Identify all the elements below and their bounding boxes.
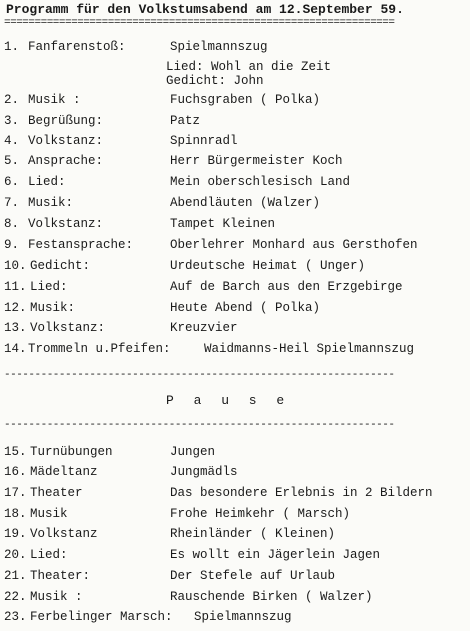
pause-heading: P a u s e	[166, 393, 291, 408]
item-number: 10.	[4, 259, 27, 273]
item-label: Theater:	[30, 569, 91, 583]
item-number: 6.	[4, 175, 20, 189]
program-item-15	[4, 442, 470, 462]
item-1-extra-lied: Lied: Wohl an die Zeit	[166, 60, 332, 74]
item-number: 5.	[4, 154, 20, 168]
item-number: 1.	[4, 40, 20, 54]
program-item-4	[4, 131, 470, 151]
item-label: Musik:	[30, 301, 76, 315]
item-number: 11.	[4, 280, 27, 294]
item-label: Musik	[30, 507, 68, 521]
page-title: Programm für den Volkstumsabend am 12.September 59.	[6, 2, 404, 17]
item-number: 7.	[4, 196, 20, 210]
item-label: Lied:	[30, 548, 68, 562]
item-value: Heute Abend ( Polka)	[170, 301, 321, 315]
item-number: 13.	[4, 321, 27, 335]
item-label: Volkstanz:	[30, 321, 106, 335]
item-number: 12.	[4, 301, 27, 315]
item-value: Waidmanns-Heil Spielmannszug	[204, 342, 415, 356]
item-number: 18.	[4, 507, 27, 521]
item-label: Fanfarenstoß:	[28, 40, 126, 54]
program-item-8	[4, 214, 470, 234]
item-label: Mädeltanz	[30, 465, 98, 479]
program-item-14	[4, 339, 470, 359]
item-number: 14.	[4, 342, 27, 356]
item-label: Ansprache:	[28, 154, 104, 168]
item-label: Begrüßung:	[28, 114, 104, 128]
item-number: 4.	[4, 134, 20, 148]
item-label: Musik :	[28, 93, 81, 107]
program-item-20	[4, 545, 470, 565]
item-label: Festansprache:	[28, 238, 134, 252]
program-item-16	[4, 462, 470, 482]
item-value: Fuchsgraben ( Polka)	[170, 93, 321, 107]
program-item-18	[4, 504, 470, 524]
item-value: Oberlehrer Monhard aus Gersthofen	[170, 238, 418, 252]
item-label: Volkstanz:	[28, 217, 104, 231]
program-item-10	[4, 256, 470, 276]
item-value: Auf de Barch aus den Erzgebirge	[170, 280, 403, 294]
item-value: Kreuzvier	[170, 321, 238, 335]
item-number: 21.	[4, 569, 27, 583]
item-value: Urdeutsche Heimat ( Unger)	[170, 259, 366, 273]
item-label: Ferbelinger Marsch:	[30, 610, 173, 624]
item-number: 15.	[4, 445, 27, 459]
item-value: Spielmannszug	[194, 610, 292, 624]
item-label: Turnübungen	[30, 445, 113, 459]
program-item-1	[4, 37, 470, 57]
item-number: 22.	[4, 590, 27, 604]
item-label: Musik:	[28, 196, 74, 210]
program-item-17	[4, 483, 470, 503]
item-value: Frohe Heimkehr ( Marsch)	[170, 507, 351, 521]
item-value: Jungen	[170, 445, 216, 459]
item-label: Lied:	[28, 175, 66, 189]
item-number: 3.	[4, 114, 20, 128]
item-label: Theater	[30, 486, 83, 500]
item-value: Spinnradl	[170, 134, 238, 148]
program-item-12	[4, 298, 470, 318]
item-number: 17.	[4, 486, 27, 500]
item-value: Das besondere Erlebnis in 2 Bildern	[170, 486, 433, 500]
program-item-21	[4, 566, 470, 586]
program-item-19	[4, 524, 470, 544]
item-number: 23.	[4, 610, 27, 624]
item-number: 19.	[4, 527, 27, 541]
item-label: Lied:	[30, 280, 68, 294]
item-value: Es wollt ein Jägerlein Jagen	[170, 548, 381, 562]
program-item-11	[4, 277, 470, 297]
item-label: Musik :	[30, 590, 83, 604]
item-number: 9.	[4, 238, 20, 252]
dash-rule-top: ----------------------------------------------------------------	[4, 370, 395, 381]
program-item-6	[4, 172, 470, 192]
item-value: Rauschende Birken ( Walzer)	[170, 590, 373, 604]
program-item-7	[4, 193, 470, 213]
program-item-3	[4, 111, 470, 131]
program-item-22	[4, 587, 470, 607]
item-1-extra-gedicht: Gedicht: John	[166, 74, 264, 88]
item-label: Volkstanz:	[28, 134, 104, 148]
item-value: Herr Bürgermeister Koch	[170, 154, 343, 168]
program-item-2	[4, 90, 470, 110]
program-item-5	[4, 151, 470, 171]
item-value: Patz	[170, 114, 201, 128]
item-label: Gedicht:	[30, 259, 91, 273]
double-rule: ================================================================	[4, 18, 395, 29]
program-item-13	[4, 318, 470, 338]
item-label: Trommeln u.Pfeifen:	[28, 342, 171, 356]
program-item-23	[4, 607, 470, 627]
program-item-9	[4, 235, 470, 255]
item-number: 2.	[4, 93, 20, 107]
item-value: Mein oberschlesisch Land	[170, 175, 351, 189]
item-value: Spielmannszug	[170, 40, 268, 54]
item-value: Tampet Kleinen	[170, 217, 276, 231]
item-label: Volkstanz	[30, 527, 98, 541]
item-number: 20.	[4, 548, 27, 562]
item-value: Rheinländer ( Kleinen)	[170, 527, 336, 541]
dash-rule-bottom: ----------------------------------------------------------------	[4, 420, 395, 431]
item-number: 8.	[4, 217, 20, 231]
item-value: Der Stefele auf Urlaub	[170, 569, 336, 583]
item-number: 16.	[4, 465, 27, 479]
item-value: Jungmädls	[170, 465, 238, 479]
item-value: Abendläuten (Walzer)	[170, 196, 321, 210]
